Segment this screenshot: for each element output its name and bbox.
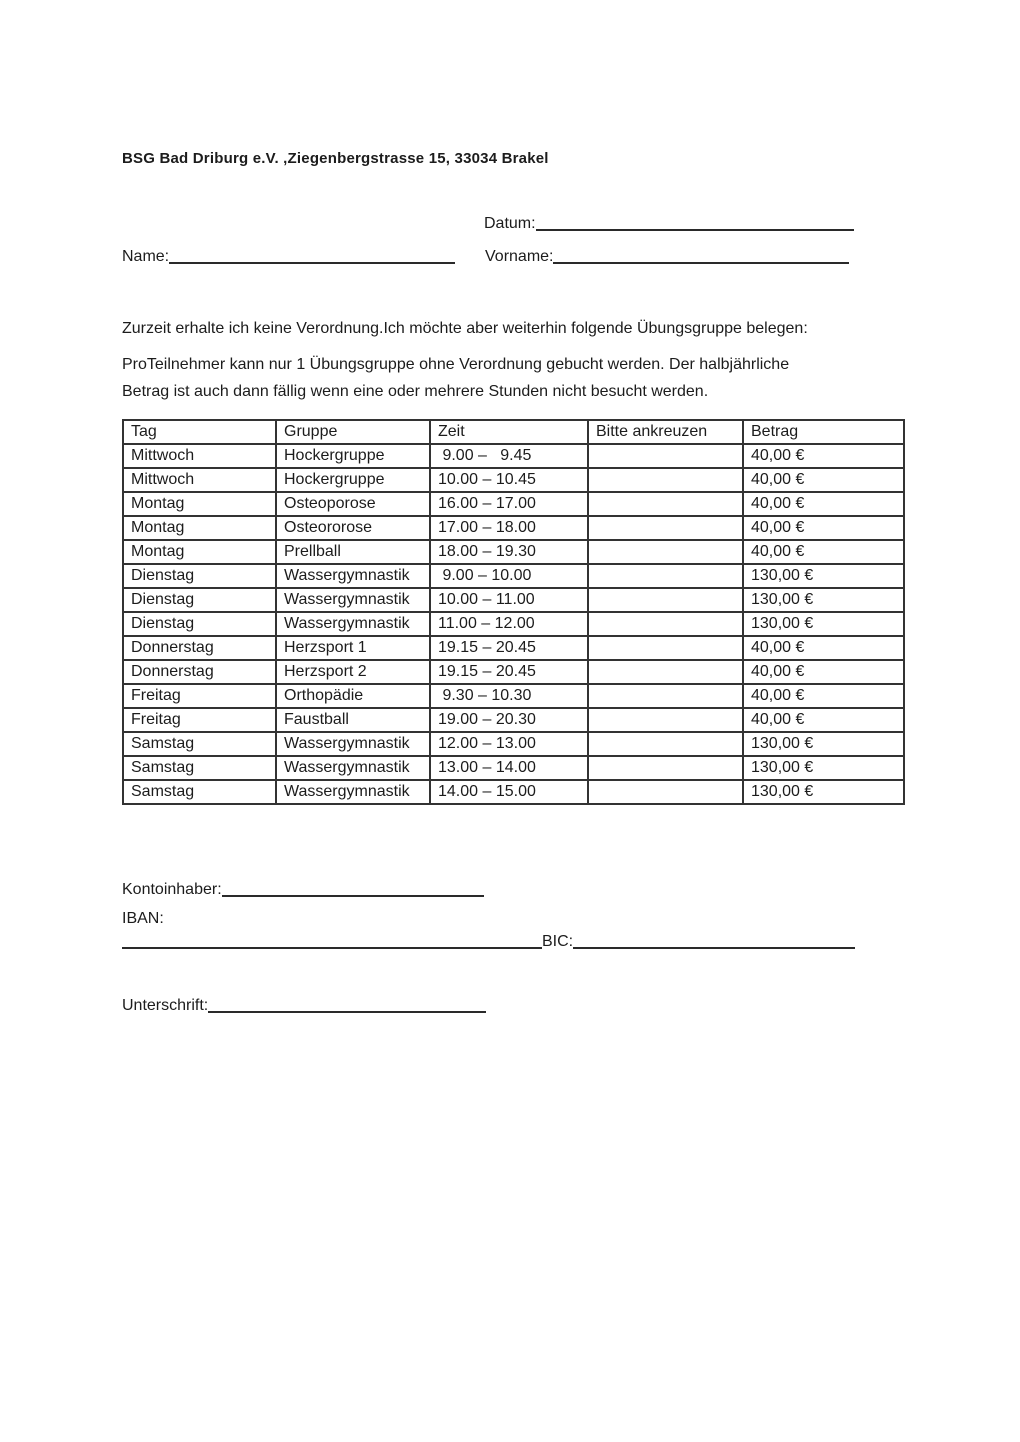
iban-bic-row	[122, 933, 902, 951]
name-label: Name:	[122, 248, 170, 265]
uebungsgruppen-table	[122, 419, 905, 805]
table-row	[123, 612, 904, 636]
cell-tag: Freitag	[123, 684, 276, 708]
cell-tag: Mittwoch	[123, 468, 276, 492]
note-line-2: Betrag ist auch dann fällig wenn eine oder mehrere Stunden nicht besucht werden.	[122, 383, 709, 400]
table-row	[123, 684, 904, 708]
cell-tag: Samstag	[123, 756, 276, 780]
cell-betrag: 130,00 €	[743, 732, 904, 756]
cell-ankreuzen	[588, 492, 743, 516]
cell-gruppe: Wassergymnastik	[276, 588, 430, 612]
cell-gruppe: Prellball	[276, 540, 430, 564]
note-paragraph	[122, 351, 902, 405]
cell-betrag: 40,00 €	[743, 684, 904, 708]
kontoinhaber-label: Kontoinhaber:	[122, 881, 222, 898]
cell-zeit: 19.00 – 20.30	[430, 708, 588, 732]
unterschrift-blank-line	[208, 999, 486, 1013]
column-header: Tag	[123, 420, 276, 444]
name-field	[122, 248, 485, 266]
table-row	[123, 516, 904, 540]
cell-tag: Mittwoch	[123, 444, 276, 468]
cell-zeit: 14.00 – 15.00	[430, 780, 588, 804]
cell-betrag: 130,00 €	[743, 564, 904, 588]
table-row	[123, 444, 904, 468]
kontoinhaber-field	[122, 881, 902, 899]
table-row	[123, 588, 904, 612]
cell-gruppe: Wassergymnastik	[276, 732, 430, 756]
cell-gruppe: Wassergymnastik	[276, 564, 430, 588]
cell-ankreuzen	[588, 468, 743, 492]
note-line-1: ProTeilnehmer kann nur 1 Übungsgruppe ohne Verordnung gebucht werden. Der halbjährliche	[122, 356, 790, 373]
cell-ankreuzen	[588, 444, 743, 468]
cell-zeit: 11.00 – 12.00	[430, 612, 588, 636]
cell-ankreuzen	[588, 708, 743, 732]
cell-zeit: 19.15 – 20.45	[430, 636, 588, 660]
table-row	[123, 756, 904, 780]
cell-zeit: 10.00 – 11.00	[430, 588, 588, 612]
cell-gruppe: Hockergruppe	[276, 468, 430, 492]
cell-ankreuzen	[588, 516, 743, 540]
iban-label: IBAN:	[122, 910, 164, 927]
cell-gruppe: Osteoporose	[276, 492, 430, 516]
table-row	[123, 708, 904, 732]
cell-betrag: 40,00 €	[743, 540, 904, 564]
column-header: Zeit	[430, 420, 588, 444]
table-row	[123, 492, 904, 516]
table-row	[123, 660, 904, 684]
cell-ankreuzen	[588, 564, 743, 588]
cell-tag: Montag	[123, 540, 276, 564]
cell-zeit: 9.30 – 10.30	[430, 684, 588, 708]
cell-ankreuzen	[588, 660, 743, 684]
intro-paragraph: Zurzeit erhalte ich keine Verordnung.Ich möchte aber weiterhin folgende Übungsgruppe belegen:	[122, 320, 808, 337]
table-row	[123, 468, 904, 492]
cell-ankreuzen	[588, 540, 743, 564]
cell-zeit: 10.00 – 10.45	[430, 468, 588, 492]
cell-betrag: 130,00 €	[743, 612, 904, 636]
cell-zeit: 13.00 – 14.00	[430, 756, 588, 780]
table-row	[123, 564, 904, 588]
table-row	[123, 732, 904, 756]
cell-zeit: 9.00 – 9.45	[430, 444, 588, 468]
cell-tag: Dienstag	[123, 612, 276, 636]
table-row	[123, 540, 904, 564]
cell-gruppe: Hockergruppe	[276, 444, 430, 468]
cell-betrag: 40,00 €	[743, 636, 904, 660]
cell-betrag: 130,00 €	[743, 588, 904, 612]
column-header: Bitte ankreuzen	[588, 420, 743, 444]
table-row	[123, 636, 904, 660]
bic-label: BIC:	[542, 933, 574, 950]
cell-zeit: 17.00 – 18.00	[430, 516, 588, 540]
cell-ankreuzen	[588, 732, 743, 756]
cell-ankreuzen	[588, 780, 743, 804]
cell-tag: Freitag	[123, 708, 276, 732]
cell-ankreuzen	[588, 756, 743, 780]
cell-tag: Samstag	[123, 780, 276, 804]
cell-gruppe: Wassergymnastik	[276, 612, 430, 636]
kontoinhaber-blank-line	[222, 883, 484, 897]
cell-gruppe: Herzsport 1	[276, 636, 430, 660]
name-vorname-row	[122, 248, 902, 266]
cell-zeit: 12.00 – 13.00	[430, 732, 588, 756]
iban-label-row	[122, 910, 902, 928]
cell-tag: Donnerstag	[123, 636, 276, 660]
cell-gruppe: Wassergymnastik	[276, 780, 430, 804]
table-row	[123, 780, 904, 804]
iban-blank-line	[122, 935, 542, 949]
vorname-field	[485, 248, 849, 266]
cell-zeit: 18.00 – 19.30	[430, 540, 588, 564]
organization-header: BSG Bad Driburg e.V. ,Ziegenbergstrasse 15, 33034 Brakel	[122, 150, 549, 167]
cell-betrag: 40,00 €	[743, 492, 904, 516]
unterschrift-field	[122, 997, 902, 1015]
datum-label: Datum:	[484, 215, 536, 232]
cell-ankreuzen	[588, 684, 743, 708]
cell-betrag: 40,00 €	[743, 468, 904, 492]
cell-gruppe: Osteororose	[276, 516, 430, 540]
cell-tag: Montag	[123, 492, 276, 516]
unterschrift-label: Unterschrift:	[122, 997, 209, 1014]
cell-gruppe: Orthopädie	[276, 684, 430, 708]
name-blank-line	[169, 250, 455, 264]
cell-betrag: 40,00 €	[743, 660, 904, 684]
cell-gruppe: Herzsport 2	[276, 660, 430, 684]
cell-gruppe: Wassergymnastik	[276, 756, 430, 780]
cell-betrag: 40,00 €	[743, 516, 904, 540]
cell-betrag: 130,00 €	[743, 780, 904, 804]
cell-zeit: 16.00 – 17.00	[430, 492, 588, 516]
cell-zeit: 9.00 – 10.00	[430, 564, 588, 588]
cell-tag: Dienstag	[123, 588, 276, 612]
column-header: Betrag	[743, 420, 904, 444]
cell-betrag: 40,00 €	[743, 444, 904, 468]
cell-tag: Montag	[123, 516, 276, 540]
vorname-blank-line	[553, 250, 849, 264]
cell-tag: Samstag	[123, 732, 276, 756]
bic-blank-line	[573, 935, 855, 949]
cell-gruppe: Faustball	[276, 708, 430, 732]
table-header-row	[123, 420, 904, 444]
column-header: Gruppe	[276, 420, 430, 444]
datum-blank-line	[536, 217, 854, 231]
cell-zeit: 19.15 – 20.45	[430, 660, 588, 684]
cell-betrag: 130,00 €	[743, 756, 904, 780]
cell-ankreuzen	[588, 588, 743, 612]
datum-field	[122, 215, 902, 233]
cell-betrag: 40,00 €	[743, 708, 904, 732]
vorname-label: Vorname:	[485, 248, 554, 265]
cell-ankreuzen	[588, 612, 743, 636]
cell-tag: Donnerstag	[123, 660, 276, 684]
cell-ankreuzen	[588, 636, 743, 660]
cell-tag: Dienstag	[123, 564, 276, 588]
